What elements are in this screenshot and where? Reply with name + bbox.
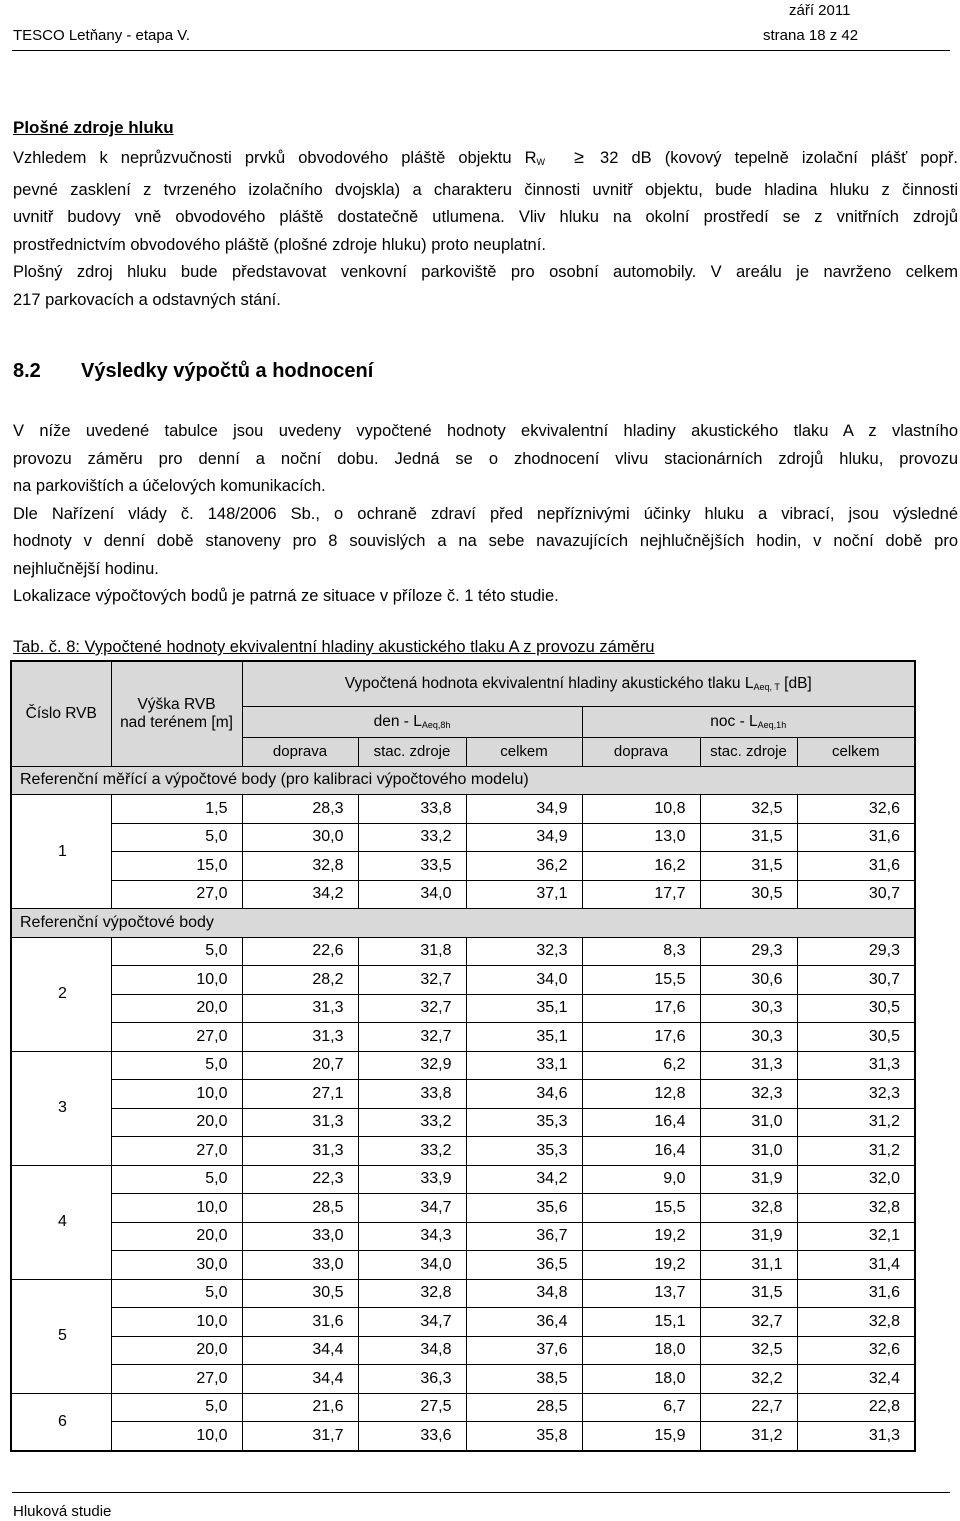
value-cell: 29,3: [797, 937, 915, 966]
value-cell: 6,2: [582, 1051, 700, 1080]
value-cell: 31,9: [700, 1222, 797, 1251]
value-cell: 21,6: [242, 1393, 358, 1422]
value-cell: 30,5: [797, 994, 915, 1023]
value-cell: 33,1: [466, 1051, 582, 1080]
rvb-number-cell: 1: [11, 795, 111, 909]
height-cell: 1,5: [111, 795, 242, 824]
value-cell: 31,5: [700, 852, 797, 881]
value-cell: 34,8: [358, 1336, 466, 1365]
footer-divider: [12, 1492, 950, 1493]
table-row: [11, 1308, 915, 1337]
value-cell: 32,3: [700, 1080, 797, 1109]
table-row: [11, 966, 915, 995]
height-cell: 5,0: [111, 1393, 242, 1422]
value-cell: 30,5: [242, 1279, 358, 1308]
value-cell: 31,8: [358, 937, 466, 966]
value-cell: 33,0: [242, 1251, 358, 1280]
header-height: Výška RVB nad terénem [m]: [111, 661, 242, 766]
value-cell: 16,4: [582, 1108, 700, 1137]
value-cell: 28,5: [466, 1393, 582, 1422]
paragraph-line: na parkovištích a účelových komunikacích.: [13, 477, 326, 495]
paragraph-surface-sources: [13, 144, 958, 314]
footer-text: Hluková studie: [13, 1503, 112, 1520]
table-row: [11, 1251, 915, 1280]
value-cell: 31,6: [242, 1308, 358, 1337]
value-cell: 31,9: [700, 1165, 797, 1194]
header-col: doprava: [582, 738, 700, 767]
value-cell: 34,2: [466, 1165, 582, 1194]
height-cell: 27,0: [111, 1365, 242, 1394]
value-cell: 34,9: [466, 823, 582, 852]
value-cell: 31,5: [700, 1279, 797, 1308]
heading-text: Výsledky výpočtů a hodnocení: [81, 360, 374, 382]
table-row: [11, 1365, 915, 1394]
value-cell: 38,5: [466, 1365, 582, 1394]
value-cell: 35,1: [466, 1023, 582, 1052]
paragraph-line: Lokalizace výpočtových bodů je patrná ze situace v příloze č. 1 této studie.: [13, 587, 559, 605]
height-cell: 5,0: [111, 1279, 242, 1308]
value-cell: 32,7: [358, 966, 466, 995]
value-cell: 31,3: [797, 1051, 915, 1080]
height-cell: 20,0: [111, 1108, 242, 1137]
value-cell: 34,7: [358, 1308, 466, 1337]
value-cell: 30,5: [700, 880, 797, 909]
value-cell: 32,8: [797, 1308, 915, 1337]
value-cell: 32,5: [700, 1336, 797, 1365]
height-cell: 5,0: [111, 1165, 242, 1194]
value-cell: 28,5: [242, 1194, 358, 1223]
value-cell: 31,3: [242, 1023, 358, 1052]
value-cell: 34,6: [466, 1080, 582, 1109]
paragraph-line: provozu záměru pro denní a noční dobu. Jedná se o zhodnocení vlivu stacionárních zdrojů hluku, provozu: [13, 449, 958, 468]
value-cell: 31,6: [797, 823, 915, 852]
value-cell: 34,0: [358, 1251, 466, 1280]
value-cell: 31,2: [700, 1422, 797, 1451]
value-cell: 32,5: [700, 795, 797, 824]
value-cell: 33,2: [358, 823, 466, 852]
table-caption: Tab. č. 8: Vypočtené hodnoty ekvivalentní hladiny akustického tlaku A z provozu záměru: [13, 638, 655, 656]
value-cell: 6,7: [582, 1393, 700, 1422]
table-row: [11, 1137, 915, 1166]
header-col: celkem: [466, 738, 582, 767]
header-col: doprava: [242, 738, 358, 767]
section-title-cell: Referenční výpočtové body: [11, 909, 915, 938]
table-row: [11, 795, 915, 824]
height-cell: 10,0: [111, 966, 242, 995]
table-row: [11, 1023, 915, 1052]
value-cell: 36,3: [358, 1365, 466, 1394]
value-cell: 32,9: [358, 1051, 466, 1080]
value-cell: 32,6: [797, 1336, 915, 1365]
value-cell: 34,0: [358, 880, 466, 909]
paragraph-line: Vzhledem k neprůzvučnosti prvků obvodového pláště objektu $R_W \ge 32$ dB (kovový tepelně izolační plášť popř.: [13, 144, 958, 177]
value-cell: 12,8: [582, 1080, 700, 1109]
value-cell: 32,8: [797, 1194, 915, 1223]
header-page-number: strana 18 z 42: [763, 27, 859, 44]
value-cell: 35,3: [466, 1108, 582, 1137]
header-date: září 2011: [789, 2, 851, 19]
paragraph-line: V níže uvedené tabulce jsou uvedeny vypočtené hodnoty ekvivalentní hladiny akustického tlaku A z vlastního: [13, 422, 958, 440]
height-cell: 27,0: [111, 1137, 242, 1166]
value-cell: 31,6: [797, 1279, 915, 1308]
height-cell: 5,0: [111, 937, 242, 966]
value-cell: 15,1: [582, 1308, 700, 1337]
value-cell: 22,3: [242, 1165, 358, 1194]
value-cell: 31,3: [242, 1137, 358, 1166]
value-cell: 15,9: [582, 1422, 700, 1451]
table-row: [11, 1222, 915, 1251]
value-cell: 30,0: [242, 823, 358, 852]
heading-results: [13, 360, 373, 383]
height-cell: 5,0: [111, 1051, 242, 1080]
table-row: [11, 1336, 915, 1365]
value-cell: 34,7: [358, 1194, 466, 1223]
value-cell: 36,2: [466, 852, 582, 881]
table-row: [11, 1194, 915, 1223]
value-cell: 22,6: [242, 937, 358, 966]
height-cell: 5,0: [111, 823, 242, 852]
results-table: [10, 660, 916, 1452]
value-cell: 17,7: [582, 880, 700, 909]
table-row: [11, 937, 915, 966]
table-row: [11, 852, 915, 881]
table-row: [11, 1393, 915, 1422]
value-cell: 31,3: [242, 1108, 358, 1137]
value-cell: 33,2: [358, 1108, 466, 1137]
value-cell: 31,4: [797, 1251, 915, 1280]
value-cell: 31,2: [797, 1108, 915, 1137]
paragraph-line: Plošný zdroj hluku bude představovat venkovní parkoviště pro osobní automobily. V areálu je navrženo celkem: [13, 263, 958, 281]
value-cell: 19,2: [582, 1251, 700, 1280]
rvb-number-cell: 3: [11, 1051, 111, 1165]
paragraph-line: hodnoty v denní době stanoveny pro 8 souvislých a na sebe navazujících nejhlučnějších hodin, v noční době pro: [13, 532, 958, 550]
value-cell: 36,4: [466, 1308, 582, 1337]
value-cell: 32,3: [797, 1080, 915, 1109]
rvb-number-cell: 5: [11, 1279, 111, 1393]
value-cell: 29,3: [700, 937, 797, 966]
rvb-number-cell: 2: [11, 937, 111, 1051]
value-cell: 10,8: [582, 795, 700, 824]
height-cell: 27,0: [111, 880, 242, 909]
value-cell: 34,8: [466, 1279, 582, 1308]
value-cell: 32,4: [797, 1365, 915, 1394]
value-cell: 32,7: [358, 1023, 466, 1052]
value-cell: 31,2: [797, 1137, 915, 1166]
value-cell: 33,5: [358, 852, 466, 881]
value-cell: 31,3: [797, 1422, 915, 1451]
value-cell: 31,3: [242, 994, 358, 1023]
height-cell: 20,0: [111, 994, 242, 1023]
value-cell: 20,7: [242, 1051, 358, 1080]
value-cell: 32,8: [700, 1194, 797, 1223]
table-row: [11, 1165, 915, 1194]
value-cell: 22,7: [700, 1393, 797, 1422]
paragraph-line: Dle Nařízení vlády č. 148/2006 Sb., o ochraně zdraví před nepříznivými účinky hluku a vibrací, jsou výsledné: [13, 504, 958, 523]
header-col: celkem: [797, 738, 915, 767]
value-cell: 33,2: [358, 1137, 466, 1166]
value-cell: 32,8: [358, 1279, 466, 1308]
height-cell: 10,0: [111, 1080, 242, 1109]
value-cell: 34,4: [242, 1336, 358, 1365]
value-cell: 27,5: [358, 1393, 466, 1422]
table-row: [11, 1279, 915, 1308]
value-cell: 9,0: [582, 1165, 700, 1194]
value-cell: 30,7: [797, 966, 915, 995]
height-cell: 15,0: [111, 852, 242, 881]
value-cell: 33,8: [358, 1080, 466, 1109]
value-cell: 32,7: [358, 994, 466, 1023]
header-col: stac. zdroje: [358, 738, 466, 767]
value-cell: 27,1: [242, 1080, 358, 1109]
value-cell: 15,5: [582, 966, 700, 995]
value-cell: 30,3: [700, 1023, 797, 1052]
value-cell: 35,6: [466, 1194, 582, 1223]
value-cell: 31,5: [700, 823, 797, 852]
value-cell: 32,3: [466, 937, 582, 966]
value-cell: 36,5: [466, 1251, 582, 1280]
value-cell: 8,3: [582, 937, 700, 966]
header-night: noc - $L_{Aeq,1h}$: [582, 707, 915, 738]
subscript: W: [536, 157, 546, 167]
table-row: [11, 823, 915, 852]
value-cell: 32,6: [797, 795, 915, 824]
table-row: [11, 994, 915, 1023]
section-row: [11, 766, 915, 795]
value-cell: 32,1: [797, 1222, 915, 1251]
height-cell: 10,0: [111, 1422, 242, 1451]
section-row: [11, 909, 915, 938]
header-col: stac. zdroje: [700, 738, 797, 767]
height-cell: 10,0: [111, 1308, 242, 1337]
value-cell: 35,3: [466, 1137, 582, 1166]
value-cell: 33,8: [358, 795, 466, 824]
value-cell: 18,0: [582, 1336, 700, 1365]
height-cell: 10,0: [111, 1194, 242, 1223]
paragraph-line: nejhlučnější hodinu.: [13, 559, 159, 578]
value-cell: 17,6: [582, 994, 700, 1023]
value-cell: 13,7: [582, 1279, 700, 1308]
value-cell: 30,7: [797, 880, 915, 909]
value-cell: 33,6: [358, 1422, 466, 1451]
value-cell: 30,6: [700, 966, 797, 995]
value-cell: 32,2: [700, 1365, 797, 1394]
value-cell: 17,6: [582, 1023, 700, 1052]
value-cell: 33,9: [358, 1165, 466, 1194]
value-cell: 30,5: [797, 1023, 915, 1052]
value-cell: 16,4: [582, 1137, 700, 1166]
value-cell: 15,5: [582, 1194, 700, 1223]
header-rvb: Číslo RVB: [11, 661, 111, 766]
paragraph-line: prostřednictvím obvodového pláště (plošné zdroje hluku) proto neuplatní.: [13, 235, 546, 254]
paragraph-line: pevné zasklení z tvrzeného izolačního dvojskla) a charakteru činnosti uvnitř objektu, bude hladina hluku z činnosti: [13, 180, 958, 199]
rvb-number-cell: 4: [11, 1165, 111, 1279]
height-cell: 20,0: [111, 1222, 242, 1251]
table-row: [11, 1422, 915, 1451]
value-cell: 28,3: [242, 795, 358, 824]
height-cell: 20,0: [111, 1336, 242, 1365]
value-cell: 13,0: [582, 823, 700, 852]
value-cell: 31,7: [242, 1422, 358, 1451]
value-cell: 31,0: [700, 1108, 797, 1137]
header-project: TESCO Letňany - etapa V.: [13, 27, 191, 44]
value-cell: 22,8: [797, 1393, 915, 1422]
value-cell: 33,0: [242, 1222, 358, 1251]
value-cell: 36,7: [466, 1222, 582, 1251]
value-cell: 31,6: [797, 852, 915, 881]
table-row: [11, 880, 915, 909]
table-row: [11, 1080, 915, 1109]
value-cell: 34,3: [358, 1222, 466, 1251]
paragraph-line: 217 parkovacích a odstavných stání.: [13, 290, 281, 309]
value-cell: 28,2: [242, 966, 358, 995]
paragraph-line: uvnitř budovy vně obvodového pláště dostatečně utlumena. Vliv hluku na okolní prostředí se z vnitřních zdrojů: [13, 208, 958, 226]
value-cell: 19,2: [582, 1222, 700, 1251]
value-cell: 34,9: [466, 795, 582, 824]
value-cell: 31,0: [700, 1137, 797, 1166]
value-cell: 31,1: [700, 1251, 797, 1280]
value-cell: 31,3: [700, 1051, 797, 1080]
value-cell: 35,8: [466, 1422, 582, 1451]
paragraph-results: [13, 418, 958, 611]
value-cell: 37,6: [466, 1336, 582, 1365]
table-row: [11, 1051, 915, 1080]
relation-symbol: ≥: [574, 147, 585, 167]
height-cell: 27,0: [111, 1023, 242, 1052]
value-cell: 35,1: [466, 994, 582, 1023]
heading-number: 8.2: [13, 360, 41, 382]
value-cell: 37,1: [466, 880, 582, 909]
value-cell: 32,0: [797, 1165, 915, 1194]
header-calculated-value: Vypočtená hodnota ekvivalentní hladiny akustického tlaku $L_{Aeq, T}$ [dB]: [242, 661, 915, 707]
section-title-cell: Referenční měřící a výpočtové body (pro kalibraci výpočtového modelu): [11, 766, 915, 795]
header-divider: [12, 50, 950, 51]
height-cell: 30,0: [111, 1251, 242, 1280]
value-cell: 18,0: [582, 1365, 700, 1394]
value-cell: 34,0: [466, 966, 582, 995]
table-row: [11, 1108, 915, 1137]
value-cell: 32,8: [242, 852, 358, 881]
value-cell: 16,2: [582, 852, 700, 881]
value-cell: 34,4: [242, 1365, 358, 1394]
rvb-number-cell: 6: [11, 1393, 111, 1451]
value-cell: 30,3: [700, 994, 797, 1023]
header-day: den - $L_{Aeq,8h}$: [242, 707, 582, 738]
value-cell: 34,2: [242, 880, 358, 909]
section-title: Plošné zdroje hluku: [13, 118, 174, 137]
value-cell: 32,7: [700, 1308, 797, 1337]
